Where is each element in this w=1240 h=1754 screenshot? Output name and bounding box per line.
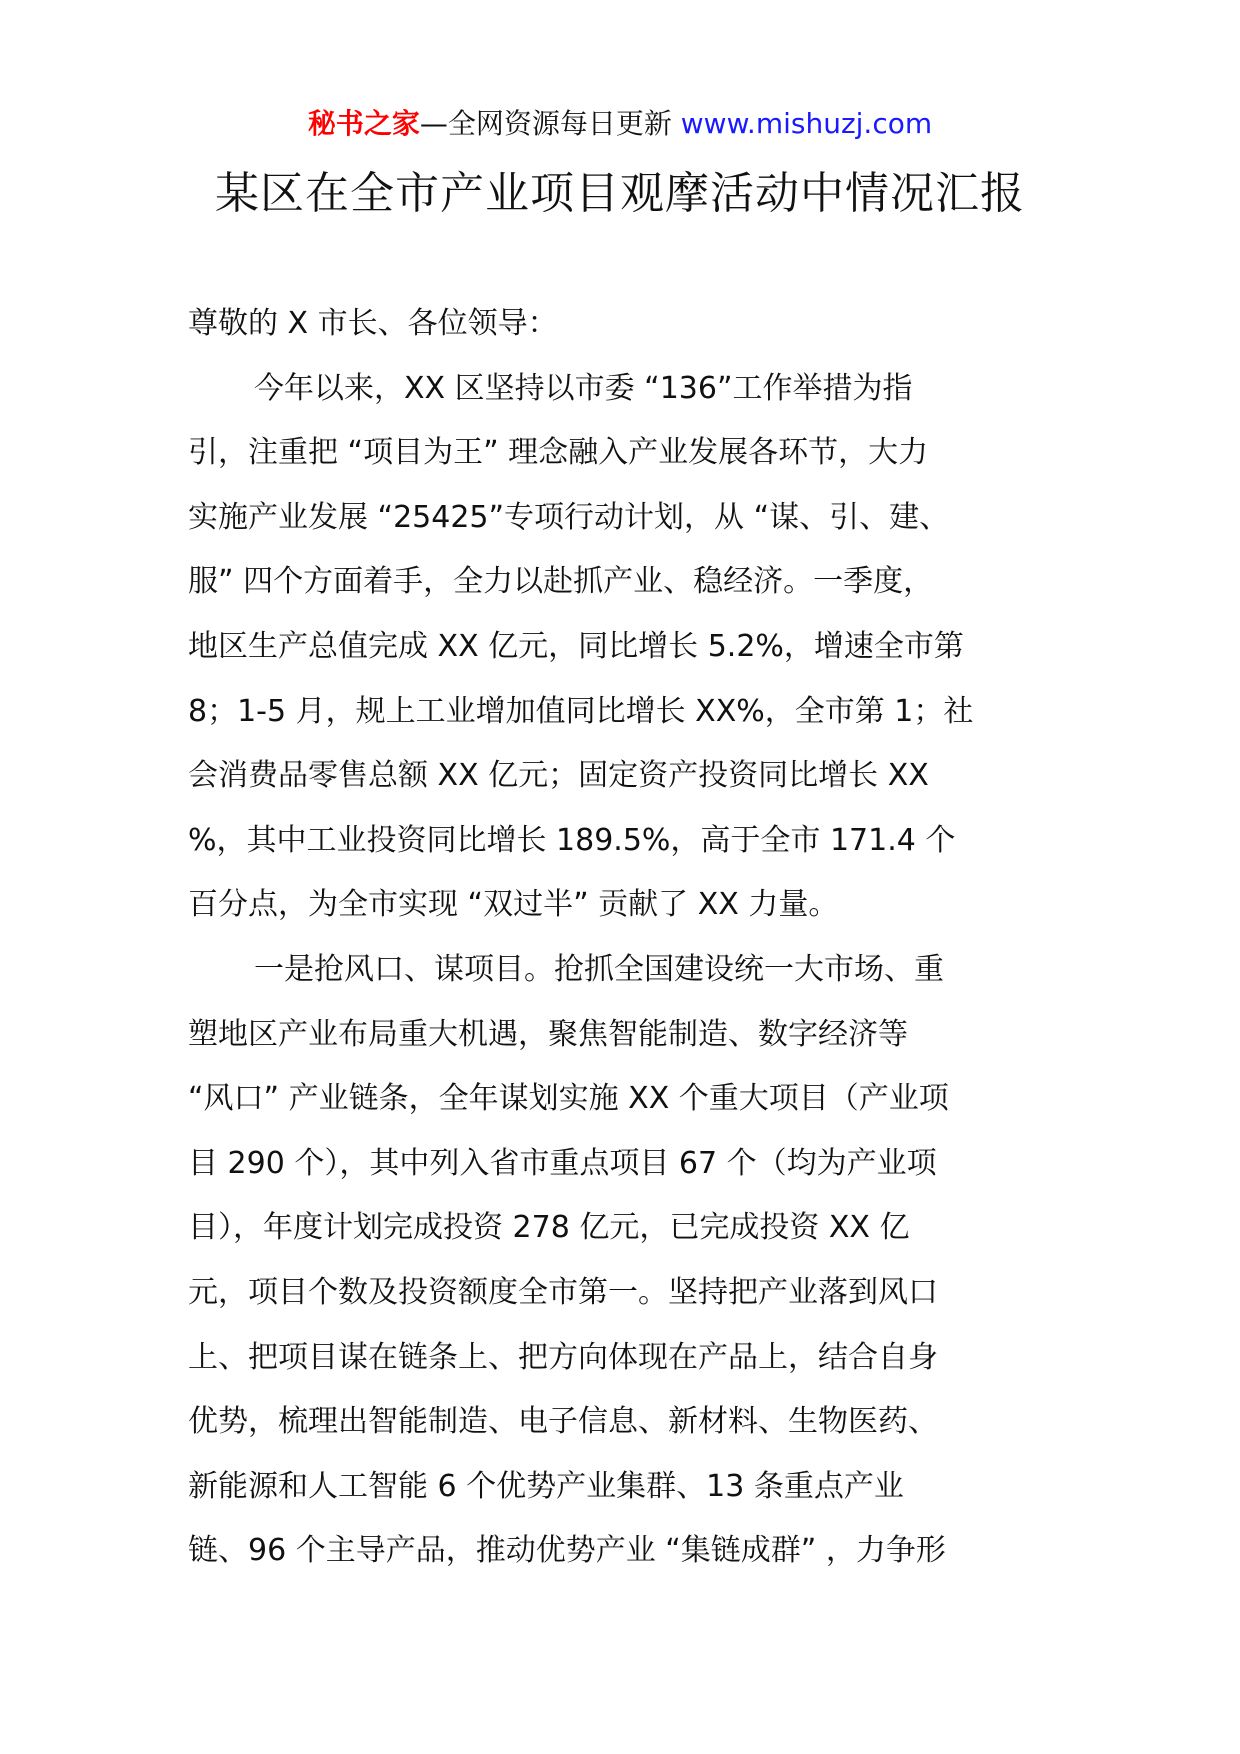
header-tagline: —全网资源每日更新 <box>419 107 681 140</box>
paragraph-line: 一是抢风口、谋项目。抢抓全国建设统一大市场、重 <box>254 951 944 987</box>
paragraph-line: 百分点，为全市实现 “双过半” 贡献了 XX 力量。 <box>188 887 839 923</box>
salutation-line: 尊敬的 X 市长、各位领导： <box>188 306 558 341</box>
paragraph-line: 元，项目个数及投资额度全市第一。坚持把产业落到风口 <box>188 1274 938 1310</box>
paragraph-line: 8；1-5 月，规上工业增加值同比增长 XX%，全市第 1；社 <box>188 693 974 729</box>
paragraph-line: 今年以来，XX 区坚持以市委 “136”工作举措为指 <box>254 370 913 406</box>
paragraph-line: 地区生产总值完成 XX 亿元，同比增长 5.2%，增速全市第 <box>188 628 964 664</box>
paragraph-line: %，其中工业投资同比增长 189.5%，高于全市 171.4 个 <box>188 822 956 858</box>
paragraph-line: 上、把项目谋在链条上、把方向体现在产品上，结合自身 <box>188 1339 938 1375</box>
paragraph-line: 目 290 个），其中列入省市重点项目 67 个（均为产业项 <box>188 1145 937 1181</box>
paragraph-line: 优势，梳理出智能制造、电子信息、新材料、生物医药、 <box>188 1404 938 1440</box>
paragraph-line: 目），年度计划完成投资 278 亿元，已完成投资 XX 亿 <box>188 1210 910 1246</box>
paragraph-line: “风口” 产业链条，全年谋划实施 XX 个重大项目（产业项 <box>188 1081 949 1117</box>
document-body <box>188 292 1060 1584</box>
site-url-link[interactable]: www.mishuzj.com <box>680 107 933 140</box>
paragraph-line: 服” 四个方面着手，全力以赴抓产业、稳经济。一季度， <box>188 564 934 600</box>
paragraph-line: 新能源和人工智能 6 个优势产业集群、13 条重点产业 <box>188 1468 904 1504</box>
paragraph-line: 塑地区产业布局重大机遇，聚焦智能制造、数字经济等 <box>188 1016 908 1052</box>
brand-name: 秘书之家 <box>307 107 420 140</box>
paragraph-line: 会消费品零售总额 XX 亿元；固定资产投资同比增长 XX <box>188 758 929 794</box>
document-title: 某区在全市产业项目观摩活动中情况汇报 <box>215 168 1025 219</box>
paragraph-line: 链、96 个主导产品，推动优势产业 “集链成群” ，力争形 <box>188 1533 946 1569</box>
site-header <box>0 104 1240 144</box>
paragraph-line: 引，注重把 “项目为王” 理念融入产业发展各环节，大力 <box>188 435 929 471</box>
paragraph-line: 实施产业发展 “25425”专项行动计划，从 “谋、引、建、 <box>188 499 950 535</box>
